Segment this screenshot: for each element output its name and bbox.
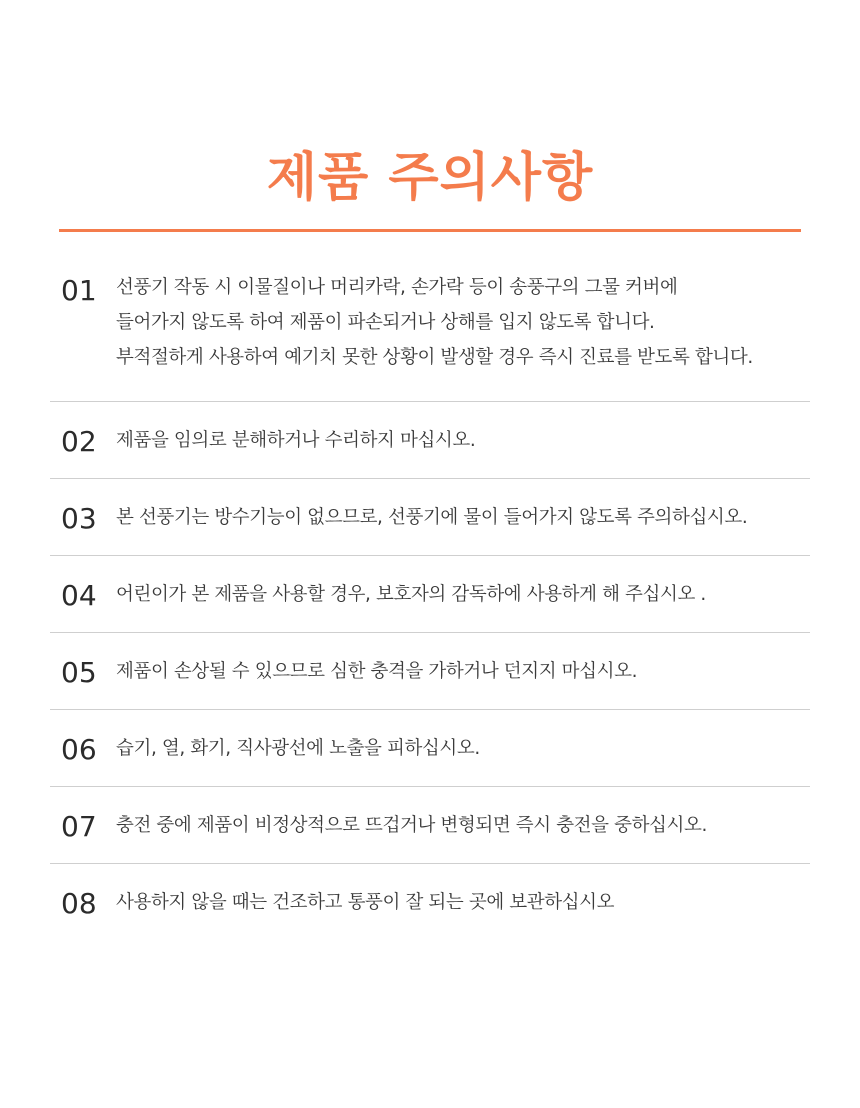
item-number: 06 (61, 733, 97, 766)
item-text-line: 부적절하게 사용하여 예기치 못한 상황이 발생할 경우 즉시 진료를 받도록 합니다. (116, 347, 753, 368)
item-text (116, 270, 753, 375)
item-text: 습기, 열, 화기, 직사광선에 노출을 피하십시오. (116, 738, 480, 759)
item-number: 07 (61, 810, 97, 843)
list-item (50, 710, 810, 787)
precaution-list (50, 232, 810, 941)
item-number: 08 (61, 887, 97, 920)
list-item (50, 633, 810, 710)
item-number: 04 (61, 579, 97, 612)
list-item (50, 787, 810, 864)
item-number: 02 (61, 425, 97, 458)
item-number: 01 (61, 274, 97, 307)
list-item (50, 864, 810, 941)
item-number: 03 (61, 502, 97, 535)
list-item (50, 479, 810, 556)
item-text: 제품을 임의로 분해하거나 수리하지 마십시오. (116, 430, 476, 451)
list-item (50, 232, 810, 402)
page-title: 제품 주의사항 (266, 148, 594, 208)
item-number: 05 (61, 656, 97, 689)
item-text: 사용하지 않을 때는 건조하고 통풍이 잘 되는 곳에 보관하십시오 (116, 892, 615, 913)
list-item (50, 556, 810, 633)
item-text: 충전 중에 제품이 비정상적으로 뜨겁거나 변형되면 즉시 충전을 중하십시오. (116, 815, 707, 836)
item-text-line: 들어가지 않도록 하여 제품이 파손되거나 상해를 입지 않도록 합니다. (116, 312, 655, 333)
item-text: 어린이가 본 제품을 사용할 경우, 보호자의 감독하에 사용하게 해 주십시오 . (116, 584, 706, 605)
item-text: 본 선풍기는 방수기능이 없으므로, 선풍기에 물이 들어가지 않도록 주의하십시오. (116, 507, 748, 528)
item-text: 제품이 손상될 수 있으므로 심한 충격을 가하거나 던지지 마십시오. (116, 661, 638, 682)
item-text-line: 선풍기 작동 시 이물질이나 머리카락, 손가락 등이 송풍구의 그물 커버에 (116, 277, 678, 298)
list-item (50, 402, 810, 479)
